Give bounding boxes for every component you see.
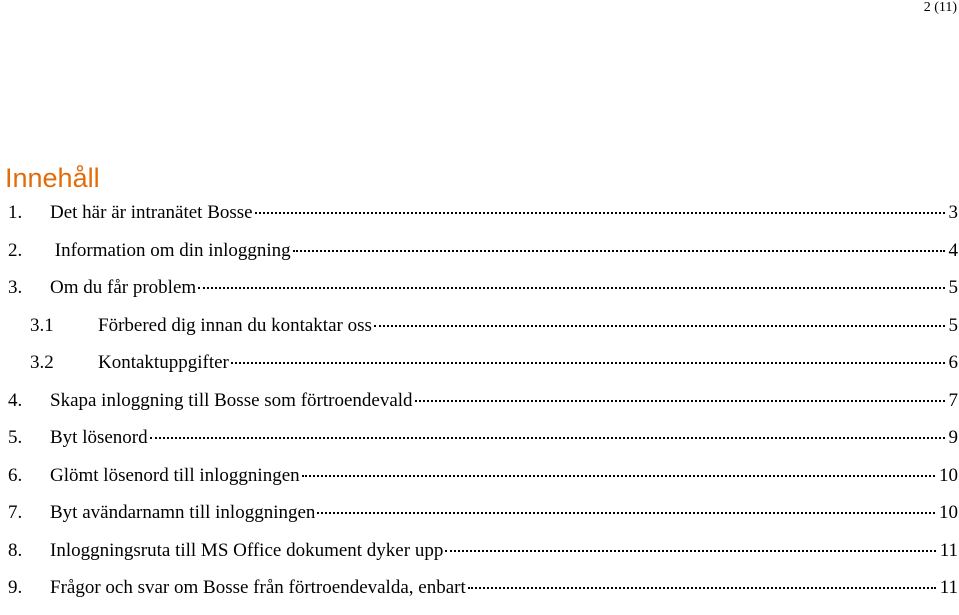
- toc-dot-leader: [198, 287, 944, 289]
- toc-entry-7[interactable]: [8, 499, 958, 537]
- toc-entry-title[interactable]: Byt lösenord: [50, 427, 148, 448]
- toc-entry-number: 3.: [8, 277, 23, 298]
- toc-entry-9[interactable]: [8, 574, 958, 612]
- toc-entry-number: 4.: [8, 389, 23, 411]
- toc-entry-title[interactable]: Glömt lösenord till inloggningen: [50, 464, 300, 486]
- toc-heading: Innehåll: [5, 163, 100, 193]
- toc-entry-title[interactable]: Byt avändarnamn till inloggningen: [50, 502, 316, 523]
- toc-entry-number: 7.: [8, 502, 23, 523]
- toc-entry-title[interactable]: Information om din inloggning: [50, 239, 291, 261]
- toc-dot-leader: [231, 362, 945, 364]
- toc-entry-8[interactable]: [8, 537, 958, 575]
- toc-entry-title[interactable]: Skapa inloggning till Bosse som förtroendevald: [50, 389, 413, 411]
- table-of-contents: [8, 199, 958, 612]
- toc-entry-title[interactable]: Frågor och svar om Bosse från förtroendevalda, enbart: [50, 577, 466, 598]
- toc-entry-2[interactable]: [8, 237, 958, 275]
- toc-entry-5[interactable]: [8, 424, 958, 462]
- toc-dot-leader: [150, 437, 945, 439]
- toc-dot-leader: [468, 587, 936, 589]
- toc-entry-title[interactable]: Inloggningsruta till MS Office dokument dyker upp: [50, 539, 444, 561]
- toc-entry-3-1[interactable]: [8, 312, 958, 350]
- toc-dot-leader: [317, 512, 935, 514]
- toc-entry-title[interactable]: Kontaktuppgifter: [98, 352, 229, 373]
- toc-entry-page: 10: [939, 464, 958, 486]
- toc-dot-leader: [293, 250, 945, 252]
- toc-entry-3[interactable]: [8, 274, 958, 312]
- toc-dot-leader: [445, 550, 935, 552]
- toc-dot-leader: [415, 400, 945, 402]
- toc-dot-leader: [374, 325, 945, 327]
- toc-entry-4[interactable]: [8, 387, 958, 425]
- toc-entry-number: 3.2: [30, 352, 54, 373]
- toc-entry-number: 1.: [8, 202, 23, 223]
- toc-entry-number: 9.: [8, 577, 23, 598]
- toc-entry-page: 5: [948, 277, 958, 298]
- toc-entry-page: 5: [948, 314, 958, 336]
- toc-entry-title[interactable]: Förbered dig innan du kontaktar oss: [98, 314, 372, 336]
- toc-entry-page: 3: [948, 202, 958, 223]
- toc-entry-number: 6.: [8, 464, 23, 486]
- toc-entry-number: 5.: [8, 427, 23, 448]
- toc-entry-page: 10: [939, 502, 958, 523]
- toc-entry-page: 6: [948, 352, 958, 373]
- toc-entry-6[interactable]: [8, 462, 958, 500]
- toc-entry-title[interactable]: Det här är intranätet Bosse: [50, 202, 253, 223]
- toc-dot-leader: [302, 475, 935, 477]
- toc-entry-page: 9: [948, 427, 958, 448]
- toc-entry-number: 2.: [8, 239, 23, 261]
- toc-entry-3-2[interactable]: [8, 349, 958, 387]
- page-number: 2 (11): [923, 0, 957, 15]
- toc-entry-number: 3.1: [30, 314, 54, 336]
- toc-entry-page: 11: [939, 539, 958, 561]
- toc-entry-page: 4: [948, 239, 958, 261]
- toc-entry-number: 8.: [8, 539, 23, 561]
- toc-entry-page: 7: [948, 389, 958, 411]
- toc-entry-1[interactable]: [8, 199, 958, 237]
- toc-dot-leader: [255, 212, 945, 214]
- toc-entry-title[interactable]: Om du får problem: [50, 277, 197, 298]
- toc-entry-page: 11: [939, 577, 958, 598]
